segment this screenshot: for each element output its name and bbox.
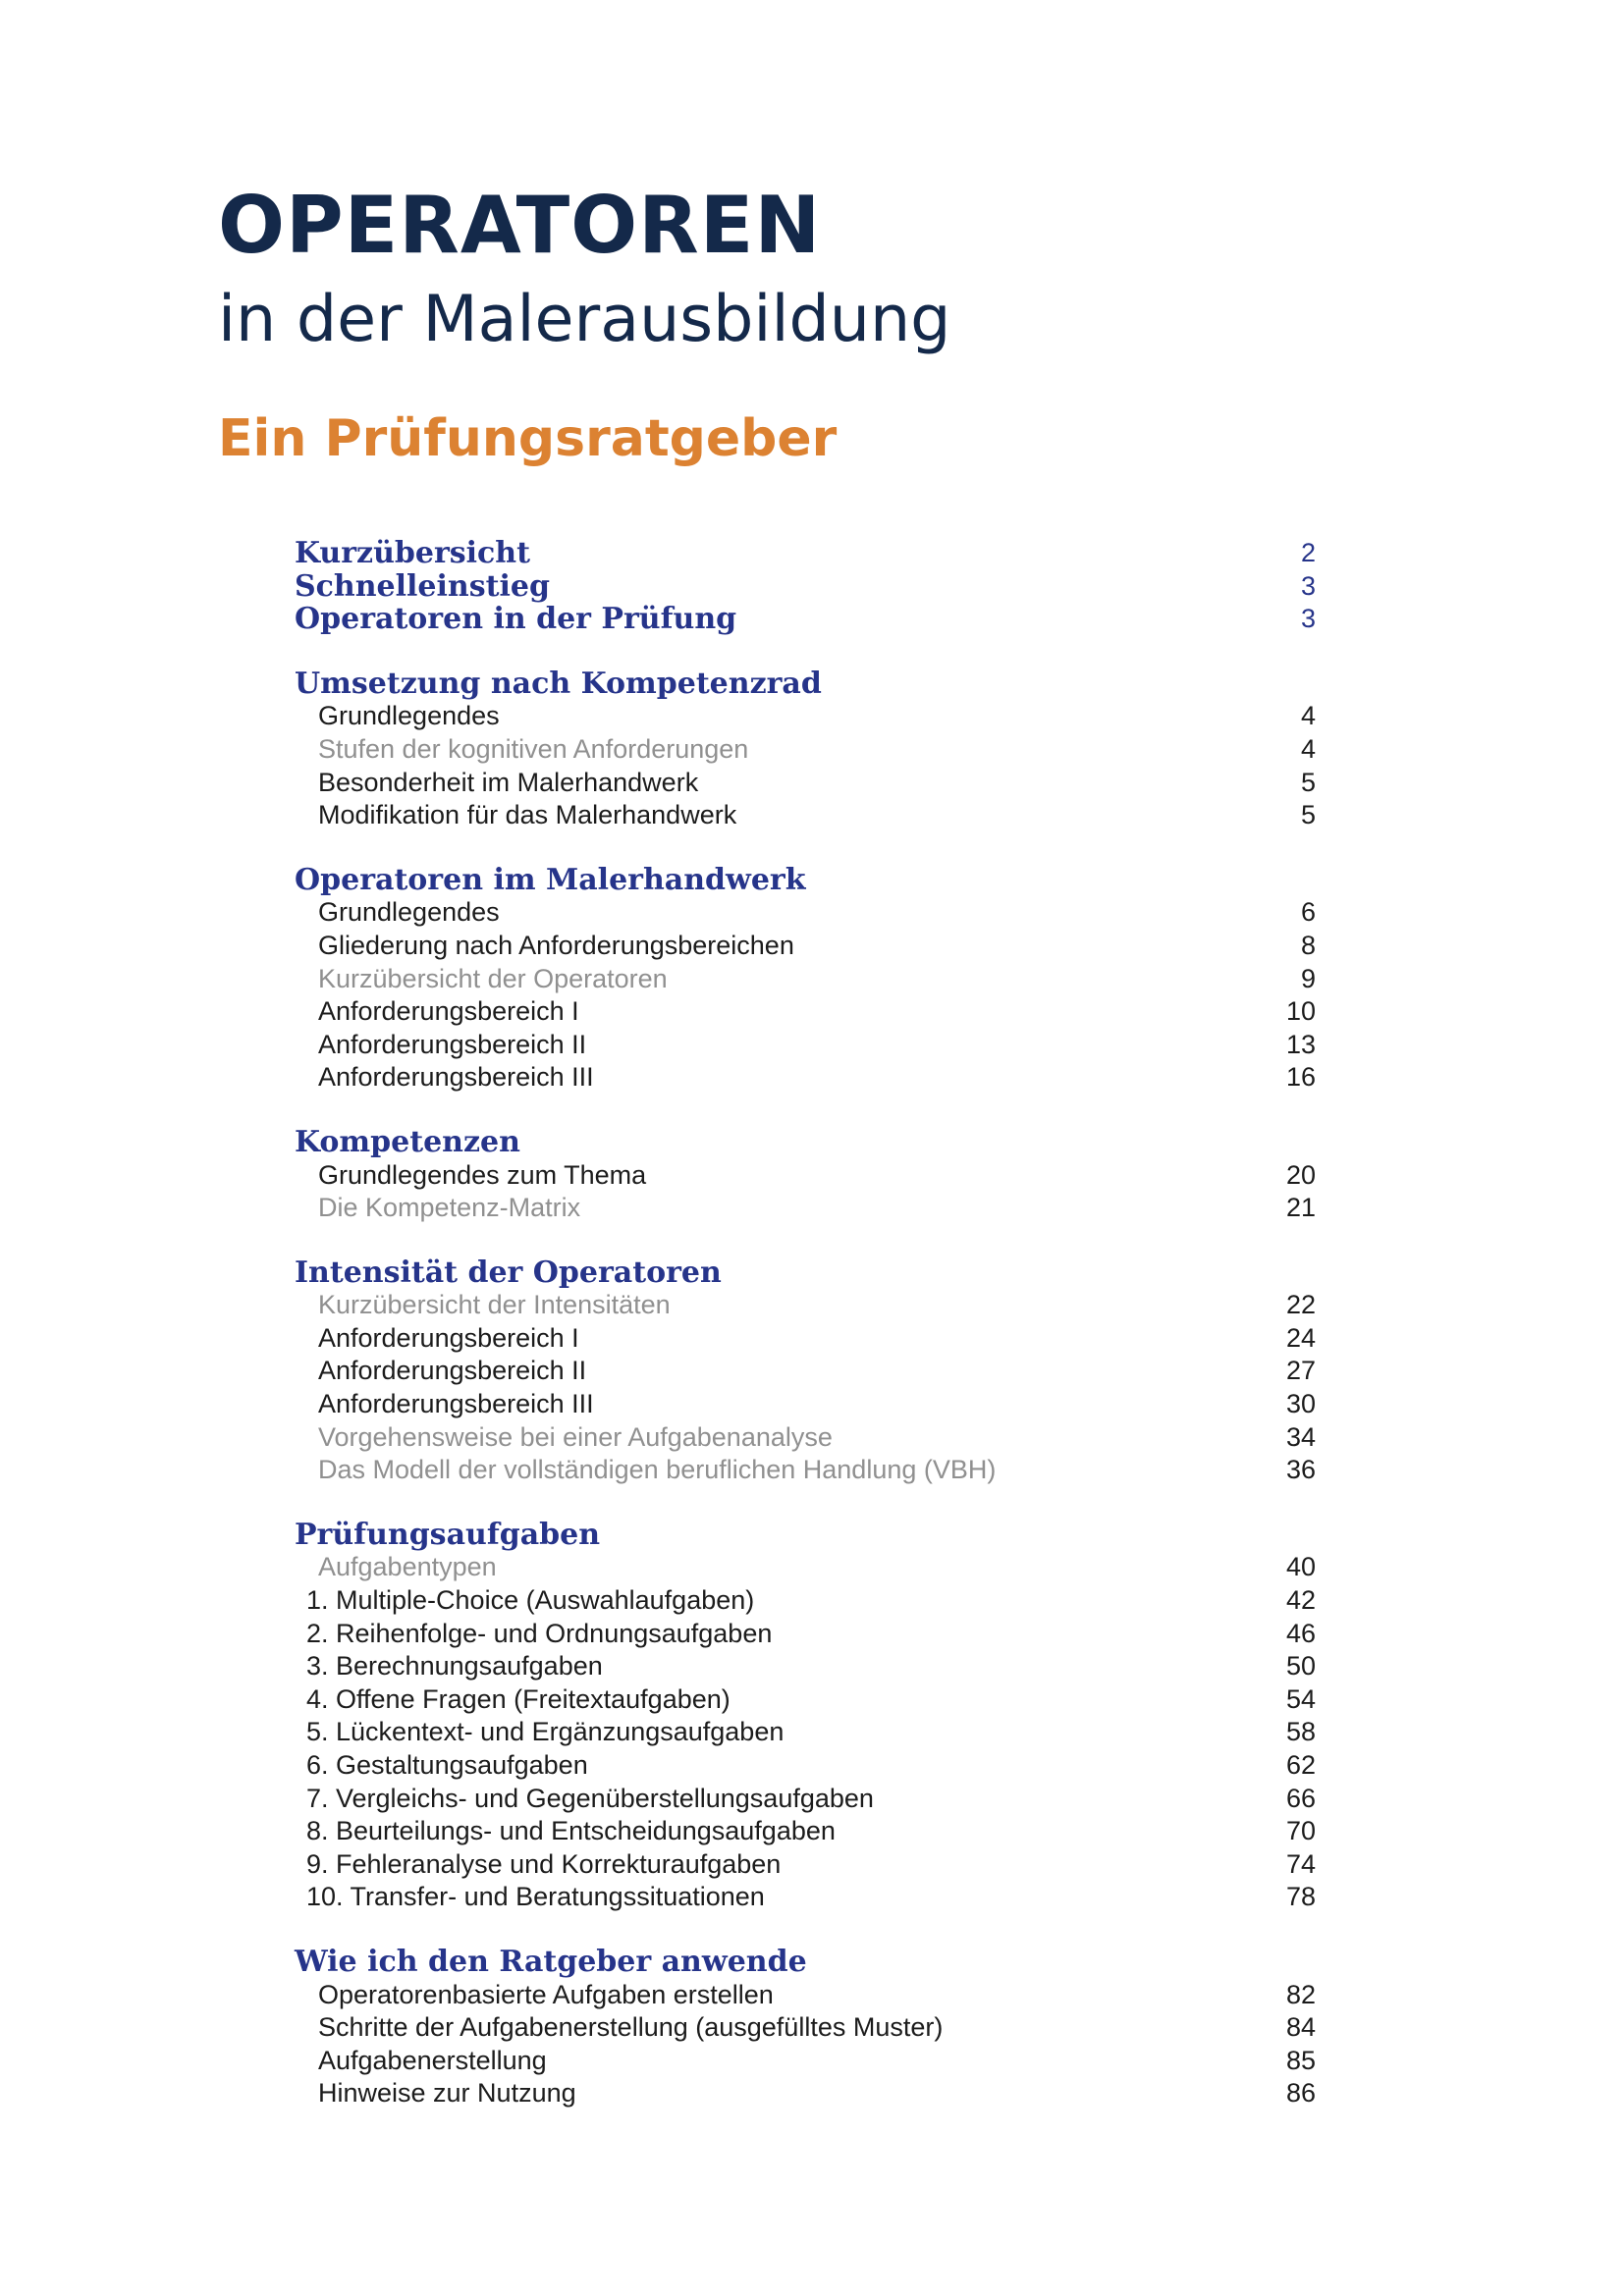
toc-item[interactable]: 5. Lückentext- und Ergänzungsaufgaben 58 <box>306 1717 1316 1747</box>
document-tagline: Ein Prüfungsratgeber <box>218 409 838 468</box>
toc-item[interactable]: Anforderungsbereich III 30 <box>318 1389 1316 1419</box>
toc-entry-label: Operatoren in der Prüfung <box>295 602 737 637</box>
toc-item[interactable]: 10. Transfer- und Beratungssituationen 78 <box>306 1882 1316 1912</box>
toc-item[interactable]: Hinweise zur Nutzung 86 <box>318 2078 1316 2109</box>
toc-section-kompetenzrad <box>295 667 1326 832</box>
toc-section-heading[interactable]: Operatoren im Malerhandwerk <box>295 862 806 897</box>
toc-section-intensitaet <box>295 1256 1326 1487</box>
toc-section-heading[interactable]: Intensität der Operatoren <box>295 1255 722 1290</box>
toc-entry-kurzuebersicht[interactable] <box>295 537 1326 570</box>
toc-item[interactable]: 4. Offene Fragen (Freitextaufgaben) 54 <box>306 1683 1316 1714</box>
toc-item[interactable]: Anforderungsbereich III 16 <box>318 1062 1316 1093</box>
toc-section-heading[interactable]: Wie ich den Ratgeber anwende <box>295 1944 807 1979</box>
toc-item[interactable]: 2. Reihenfolge- und Ordnungsaufgaben 46 <box>306 1618 1316 1648</box>
toc-page-number: 3 <box>1300 570 1316 601</box>
toc-item[interactable]: Vorgehensweise bei einer Aufgabenanalyse 34 <box>318 1421 1316 1452</box>
toc-page-number: 2 <box>1300 538 1316 567</box>
toc-entry-schnelleinstieg[interactable] <box>295 570 1326 604</box>
toc-item[interactable]: Modifikation für das Malerhandwerk 5 <box>318 800 1316 830</box>
toc-item[interactable]: Aufgabenerstellung 85 <box>318 2045 1316 2075</box>
toc-item[interactable]: 6. Gestaltungsaufgaben 62 <box>306 1750 1316 1780</box>
toc-item[interactable]: Die Kompetenz-Matrix 21 <box>318 1193 1316 1223</box>
toc-item[interactable]: 3. Berechnungsaufgaben 50 <box>306 1651 1316 1682</box>
toc-section-heading[interactable]: Kompetenzen <box>295 1124 520 1159</box>
toc-item[interactable]: Besonderheit im Malerhandwerk 5 <box>318 767 1316 797</box>
table-of-contents <box>295 537 1326 2110</box>
document-title: OPERATOREN <box>218 180 822 271</box>
toc-item[interactable]: Anforderungsbereich I 24 <box>318 1322 1316 1353</box>
toc-item[interactable]: Grundlegendes zum Thema 20 <box>318 1159 1316 1190</box>
document-subtitle: in der Malerausbildung <box>218 283 951 356</box>
toc-section-ratgeber-anwenden <box>295 1946 1326 2110</box>
toc-top-group <box>295 537 1326 636</box>
toc-item[interactable]: Gliederung nach Anforderungsbereichen 8 <box>318 930 1316 960</box>
toc-item[interactable]: Anforderungsbereich II 27 <box>318 1356 1316 1386</box>
toc-item[interactable]: 1. Multiple-Choice (Auswahlaufgaben) 42 <box>306 1585 1316 1616</box>
toc-item[interactable]: Kurzübersicht der Operatoren 9 <box>318 963 1316 993</box>
toc-entry-label: Schnelleinstieg <box>295 568 550 604</box>
toc-item[interactable]: Das Modell der vollständigen beruflichen Handlung (VBH) 36 <box>318 1455 1316 1485</box>
toc-item[interactable]: Kurzübersicht der Intensitäten 22 <box>318 1290 1316 1320</box>
toc-item[interactable]: Anforderungsbereich I 10 <box>318 996 1316 1027</box>
toc-section-malerhandwerk <box>295 864 1326 1095</box>
toc-item[interactable]: Aufgabentypen 40 <box>318 1552 1316 1582</box>
toc-entry-label: Kurzübersicht <box>295 536 530 570</box>
toc-page-number: 3 <box>1300 604 1316 634</box>
toc-item[interactable]: Schritte der Aufgabenerstellung (ausgefülltes Muster) 84 <box>318 2012 1316 2043</box>
toc-item[interactable]: 8. Beurteilungs- und Entscheidungsaufgaben 70 <box>306 1816 1316 1846</box>
toc-item[interactable]: 9. Fehleranalyse und Korrekturaufgaben 74 <box>306 1848 1316 1879</box>
toc-item[interactable]: Anforderungsbereich II 13 <box>318 1029 1316 1059</box>
toc-section-pruefungsaufgaben <box>295 1519 1326 1914</box>
toc-item[interactable]: 7. Vergleichs- und Gegenüberstellungsaufgaben 66 <box>306 1783 1316 1813</box>
toc-item[interactable]: Operatorenbasierte Aufgaben erstellen 82 <box>318 1979 1316 2009</box>
toc-entry-operatoren-in-der-pruefung[interactable] <box>295 603 1326 636</box>
toc-section-kompetenzen <box>295 1126 1326 1225</box>
toc-item[interactable]: Grundlegendes 6 <box>318 897 1316 928</box>
toc-item[interactable]: Grundlegendes 4 <box>318 701 1316 731</box>
toc-section-heading[interactable]: Umsetzung nach Kompetenzrad <box>295 666 822 701</box>
toc-section-heading[interactable]: Prüfungsaufgaben <box>295 1517 601 1552</box>
toc-item[interactable]: Stufen der kognitiven Anforderungen 4 <box>318 733 1316 764</box>
